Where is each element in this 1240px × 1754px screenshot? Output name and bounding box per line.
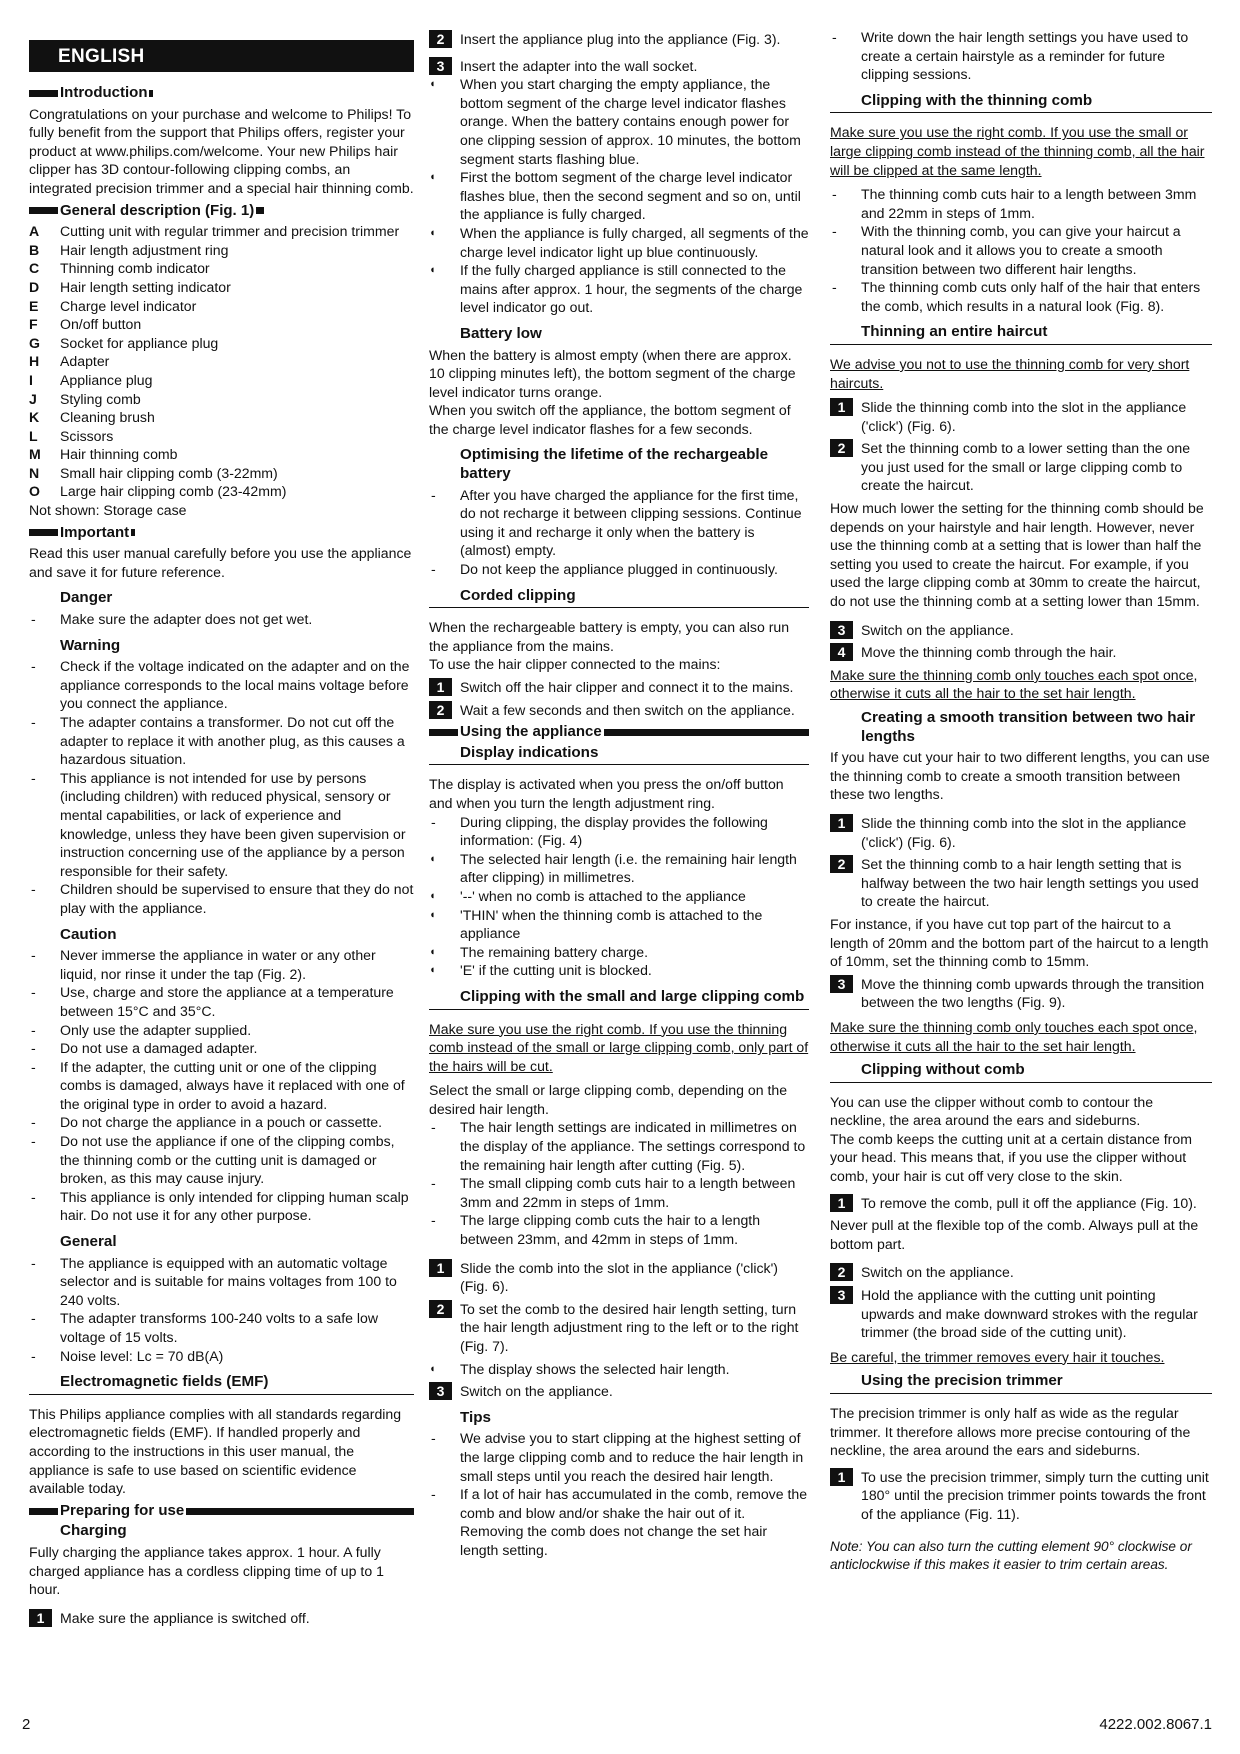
display-bullets: [429, 850, 809, 980]
step-text: Switch on the appliance.: [861, 621, 1014, 638]
bullet-icon: ◖: [429, 908, 436, 921]
parts-list-item: [29, 297, 414, 316]
parts-list-item: [29, 352, 414, 371]
charging-bullets: [429, 75, 809, 317]
danger-heading: Danger: [60, 589, 113, 607]
bullet-item: ◖ When you start charging the empty appliance, the bottom segment of the charge level indicator flashes orange. When the battery contains enough power for one clipping session of approx. 10 minutes, the bottom segment starts flashing blue.: [429, 76, 801, 167]
part-name: Small hair clipping comb (3-22mm): [60, 464, 278, 481]
part-letter: G: [29, 334, 40, 351]
thinning-entire-steps-b: [830, 621, 1212, 662]
without-comb-steps: [830, 1263, 1212, 1341]
step-number: 1: [429, 678, 452, 696]
corded-steps: [429, 678, 809, 719]
heading-rule-left: [29, 207, 58, 214]
bullet-icon: ◖: [429, 964, 436, 977]
section-introduction: [29, 84, 414, 103]
step-number: 2: [429, 1300, 452, 1318]
part-name: Cleaning brush: [60, 409, 155, 426]
part-name: Cutting unit with regular trimmer and precision trimmer: [60, 223, 400, 240]
part-name: On/off button: [60, 316, 142, 333]
general-heading: General: [60, 1233, 117, 1251]
step-item: [429, 701, 809, 720]
step-item: [830, 643, 1212, 662]
column-2: [429, 28, 809, 1560]
part-name: Thinning comb indicator: [60, 260, 210, 277]
parts-list-item: [29, 371, 414, 390]
small-large-warning: Make sure you use the right comb. If you use the thinning comb instead of the small or large clipping comb, only part of the hairs will be cut.: [429, 1020, 809, 1074]
bullet-item: ◖ The remaining battery charge.: [429, 943, 649, 960]
part-name: Appliance plug: [60, 371, 153, 388]
parts-list-item: [29, 482, 414, 501]
dash-item: - With the thinning comb, you can give your haircut a natural look and it allows you to create a smooth transition between two different hair lengths.: [832, 223, 1181, 277]
display-heading: Display indications: [429, 744, 809, 766]
bullet-item: ◖ '--' when no comb is attached to the appliance: [429, 887, 746, 904]
thinning-warning: Make sure you use the right comb. If you use the small or large clipping comb instead of the thinning comb, all the hair will be clipped at the same length.: [830, 124, 1205, 178]
smooth-paragraph: If you have cut your hair to two different lengths, you can use the thinning comb to create a smooth transition between these two lengths.: [830, 749, 1210, 803]
step-item: [429, 1259, 809, 1296]
important-intro: Read this user manual carefully before you use the appliance and save it for future reference.: [29, 545, 412, 580]
charging-step-2: [429, 30, 809, 49]
step-number: 3: [429, 1382, 452, 1400]
tip-3: - Write down the hair length settings you have used to create a certain hairstyle as a reminder for future clipping sessions.: [832, 29, 1189, 83]
bullet-icon: ◖: [429, 945, 436, 958]
charging-step-3: [429, 57, 809, 76]
corded-heading: Corded clipping: [429, 579, 809, 609]
heading-rule-right: [256, 207, 264, 214]
heading-rule-right: [604, 729, 809, 736]
step-item: [830, 439, 1212, 495]
warning-heading: Warning: [60, 636, 121, 654]
section-important: [29, 524, 414, 543]
part-name: Socket for appliance plug: [60, 334, 219, 351]
language-banner: ENGLISH: [29, 40, 414, 72]
thinning-dash: [830, 185, 1212, 315]
corded-paragraph-2: To use the hair clipper connected to the mains:: [429, 656, 721, 673]
dash-item: - This appliance is not intended for use by persons (including children) with reduced physical, sensory or mental capabilities, or lack of experience and knowledge, unless they have been given supervision or instruction concerning use of the appliance by a person responsible for their safety.: [31, 769, 406, 879]
parts-list-item: [29, 259, 414, 278]
step-text: Slide the thinning comb into the slot in the appliance ('click') (Fig. 6).: [861, 399, 1187, 434]
step-item: [429, 1300, 809, 1356]
part-letter: F: [29, 316, 38, 333]
step-text: Make sure the appliance is switched off.: [60, 1609, 310, 1626]
dash-item: - Make sure the adapter does not get wet.: [31, 611, 313, 628]
dash-item: - Noise level: Lc = 70 dB(A): [31, 1347, 224, 1364]
step-number: 3: [429, 57, 452, 75]
parts-list-item: [29, 334, 414, 353]
step-number: 2: [830, 439, 853, 457]
step-item: [830, 1286, 1212, 1342]
parts-list-item: [29, 390, 414, 409]
part-letter: B: [29, 241, 40, 258]
small-large-bullet: ◖ The display shows the selected hair length.: [429, 1360, 730, 1377]
dash-item: - Do not charge the appliance in a pouch or cassette.: [31, 1114, 383, 1131]
parts-list-item: [29, 315, 414, 334]
part-name: Hair length adjustment ring: [60, 241, 229, 258]
step-text: Slide the comb into the slot in the appliance ('click') (Fig. 6).: [460, 1259, 778, 1295]
part-letter: J: [29, 390, 37, 407]
step-number: 4: [830, 643, 853, 661]
thinning-entire-heading: Thinning an entire haircut: [830, 315, 1212, 345]
battery-low-heading: Battery low: [460, 324, 542, 342]
part-letter: O: [29, 483, 40, 500]
part-letter: A: [29, 223, 40, 240]
bullet-item: ◖ First the bottom segment of the charge level indicator flashes blue, then the second segment and so on, until the appliance is fully charged.: [429, 169, 801, 223]
not-shown-note: Not shown: Storage case: [29, 502, 187, 519]
step-text: Slide the thinning comb into the slot in the appliance ('click') (Fig. 6).: [861, 814, 1187, 850]
heading-rule-left: [429, 729, 458, 736]
dash-item: - The appliance is equipped with an automatic voltage selector and is suitable for mains voltages from 100 to 240 volts.: [31, 1254, 397, 1308]
step-number: 3: [830, 621, 853, 639]
bullet-item: ◖ When the appliance is fully charged, all segments of the charge level indicator light up blue continuously.: [429, 224, 809, 260]
general-list: [29, 1254, 414, 1366]
step-number: 2: [429, 701, 452, 719]
bullet-icon: ◖: [429, 226, 436, 239]
bullet-item: ◖ If the fully charged appliance is still connected to the mains after approx. 1 hour, the segments of the charge level indicator go out.: [429, 262, 803, 316]
tip-1: - We advise you to start clipping at the highest setting of the large clipping comb and to reduce the hair length in small steps until you reach the desired hair length.: [431, 1430, 804, 1484]
charging-paragraph: Fully charging the appliance takes approx. 1 hour. A fully charged appliance has a cordless clipping time of up to 1 hour.: [29, 1543, 384, 1598]
document-code: 4222.002.8067.1: [1099, 1716, 1212, 1733]
step-text: Switch on the appliance.: [460, 1383, 613, 1400]
step-text: To set the comb to the desired hair length setting, turn the hair length adjustment ring to the left or to the right (Fig. 7).: [460, 1300, 799, 1354]
step-number: 2: [429, 30, 452, 48]
dash-item: - Only use the adapter supplied.: [31, 1021, 252, 1038]
heading-rule-left: [29, 90, 58, 97]
thinning-entire-paragraph: How much lower the setting for the thinning comb should be depends on your hairstyle and hair length. However, never use the thinning comb at a setting that is lower than half the setting you used to create the haircut. For example, if you used the large clipping comb at 30mm to create the haircut, do not use the thinning comb at a setting lower than 15mm.: [830, 500, 1204, 610]
without-comb-paragraph-2: The comb keeps the cutting unit at a certain distance from your head. This means that, if you use the clipper without comb, your hair is cut off very close to the skin.: [830, 1130, 1192, 1185]
intro-paragraph: Congratulations on your purchase and welcome to Philips! To fully benefit from the support that Philips offers, register your product at www.philips.com/welcome. Your new Philips hair clipper has 3D contour-following clipping combs, an integrated precision trimmer and a special hair thinning comb.: [29, 105, 414, 196]
precision-heading: Using the precision trimmer: [830, 1372, 1212, 1394]
thinning-heading: Clipping with the thinning comb: [830, 84, 1212, 114]
danger-list: [29, 610, 414, 629]
step-number: 2: [830, 1263, 853, 1281]
parts-list-item: [29, 445, 414, 464]
step-number: 1: [830, 1468, 853, 1486]
section-heading: Using the appliance: [460, 723, 602, 741]
smooth-steps-a: [830, 814, 1212, 911]
step-text: Move the thinning comb upwards through the transition between the two lengths (Fig. 9).: [861, 975, 1205, 1011]
dash-item: - Use, charge and store the appliance at a temperature between 15°C and 35°C.: [31, 984, 394, 1019]
part-name: Large hair clipping comb (23-42mm): [60, 483, 287, 500]
parts-list-item: [29, 464, 414, 483]
charging-step-1: [29, 1609, 414, 1628]
bullet-icon: ◖: [429, 78, 436, 91]
dash-item: - The adapter transforms 100-240 volts to a safe low voltage of 15 volts.: [31, 1310, 379, 1345]
heading-rule-right: [131, 529, 135, 536]
part-letter: H: [29, 353, 40, 370]
precision-paragraph: The precision trimmer is only half as wide as the regular trimmer. It therefore allows more precise contouring of the neckline, the area around the ears and sideburns.: [830, 1405, 1191, 1459]
step-number: 1: [830, 814, 853, 832]
without-comb-warning: Be careful, the trimmer removes every hair it touches.: [830, 1348, 1165, 1365]
heading-rule-right: [186, 1508, 414, 1515]
caution-list: [29, 946, 414, 1225]
parts-list-item: [29, 427, 414, 446]
step-number: 1: [830, 398, 853, 416]
welcome-url[interactable]: www.philips.com/welcome: [95, 142, 260, 159]
tips-heading: Tips: [460, 1408, 491, 1426]
dash-item: - After you have charged the appliance for the first time, do not recharge it between clipping sessions. Continue using it and recharge it only when the battery is (almost) empty.: [431, 486, 802, 559]
dash-item: - The large clipping comb cuts the hair to a length between 23mm, and 42mm in steps of 1mm.: [431, 1212, 761, 1248]
step-number: 1: [29, 1609, 52, 1627]
step-text: To remove the comb, pull it off the appliance (Fig. 10).: [861, 1194, 1197, 1211]
thinning-entire-steps-a: [830, 398, 1212, 495]
bullet-icon: ◖: [429, 171, 436, 184]
heading-rule-left: [29, 1508, 58, 1515]
step-text: Set the thinning comb to a lower setting than the one you just used for the small or large clipping comb to create the haircut.: [861, 440, 1191, 494]
without-comb-step-1: [830, 1194, 1212, 1213]
part-letter: E: [29, 297, 39, 314]
step-item: [830, 814, 1212, 851]
section-using: [429, 723, 809, 742]
small-large-step-3: [429, 1382, 809, 1401]
thinning-entire-warning: We advise you not to use the thinning comb for very short haircuts.: [830, 355, 1190, 391]
parts-list-item: [29, 241, 414, 260]
step-item: [429, 678, 809, 697]
parts-list: [29, 222, 414, 501]
lifetime-list: [429, 486, 809, 579]
display-dash: - During clipping, the display provides the following information: (Fig. 4): [431, 813, 768, 849]
heading-rule-right: [149, 90, 153, 97]
step-number: 1: [830, 1194, 853, 1212]
charging-heading: Charging: [60, 1522, 127, 1540]
without-comb-heading: Clipping without comb: [830, 1061, 1212, 1083]
bullet-item: ◖ 'E' if the cutting unit is blocked.: [429, 962, 652, 979]
bullet-item: ◖ The selected hair length (i.e. the remaining hair length after clipping) in millimetres.: [429, 850, 797, 886]
step-item: [830, 855, 1212, 911]
dash-item: - Children should be supervised to ensure that they do not play with the appliance.: [31, 881, 414, 916]
smooth-heading: Creating a smooth transition between two hair lengths: [861, 709, 1196, 745]
tip-2: - If a lot of hair has accumulated in the comb, remove the comb and blow and/or shake the hair out of it. Removing the comb does not change the set hair length setting.: [431, 1486, 808, 1558]
thinning-entire-warning-2: Make sure the thinning comb only touches each spot once, otherwise it cuts all the hair to the set hair length.: [830, 666, 1198, 702]
parts-list-item: [29, 222, 414, 241]
caution-heading: Caution: [60, 925, 117, 943]
part-name: Hair thinning comb: [60, 446, 178, 463]
bullet-icon: ◖: [429, 852, 436, 865]
dash-item: - Do not keep the appliance plugged in continuously.: [431, 561, 778, 578]
dash-item: - This appliance is only intended for clipping human scalp hair. Do not use it for any other purpose.: [31, 1188, 409, 1224]
section-preparing: [29, 1502, 414, 1521]
step-number: 1: [429, 1259, 452, 1277]
dash-item: - The hair length settings are indicated in millimetres on the display of the appliance. The settings correspond to the remaining hair length after cutting (Fig. 5).: [431, 1119, 806, 1173]
step-text: Set the thinning comb to a hair length setting that is halfway between the two hair length settings you used to create the haircut.: [861, 856, 1199, 910]
lifetime-heading: Optimising the lifetime of the rechargeable battery: [460, 446, 769, 483]
step-number: 2: [830, 855, 853, 873]
dash-item: - The small clipping comb cuts hair to a length between 3mm and 22mm in steps of 1mm.: [431, 1175, 796, 1210]
dash-item: - The adapter contains a transformer. Do not cut off the adapter to replace it with another plug, as this causes a hazardous situation.: [31, 714, 405, 768]
smooth-paragraph-2: For instance, if you have cut top part of the haircut to a length of 20mm and the bottom part of the haircut to a length of 10mm, set the thinning comb to 15mm.: [830, 915, 1209, 970]
dash-item: - Never immerse the appliance in water or any other liquid, nor rinse it under the tap (Fig. 2).: [31, 947, 376, 982]
emf-paragraph: This Philips appliance complies with all standards regarding electromagnetic fields (EMF). If handled properly and according to the instructions in this user manual, the appliance is safe to use based on scientific evidence available today.: [29, 1405, 402, 1497]
column-3: [830, 28, 1212, 1575]
precision-note: Note: You can also turn the cutting element 90° clockwise or anticlockwise if this makes it easier to trim certain areas.: [830, 1538, 1192, 1573]
step-text: Switch off the hair clipper and connect it to the mains.: [460, 679, 794, 695]
step-text: Hold the appliance with the cutting unit pointing upwards and make downward strokes with the regular trimmer (the broad side of the cutting unit).: [861, 1287, 1198, 1341]
part-name: Hair length setting indicator: [60, 278, 231, 295]
without-comb-paragraph-1: You can use the clipper without comb to contour the neckline, the area around the ears and sideburns.: [830, 1093, 1154, 1129]
small-large-heading: Clipping with the small and large clipping comb: [429, 980, 809, 1010]
step-item: [830, 621, 1212, 640]
warning-list: [29, 657, 414, 917]
step-text: Wait a few seconds and then switch on the appliance.: [460, 701, 795, 718]
part-name: Scissors: [60, 427, 114, 444]
part-letter: I: [29, 371, 33, 388]
step-number: 3: [830, 975, 853, 993]
part-letter: N: [29, 464, 40, 481]
parts-list-item: [29, 408, 414, 427]
dash-item: - The thinning comb cuts only half of the hair that enters the comb, which results in a natural look (Fig. 8).: [832, 279, 1201, 314]
display-paragraph: The display is activated when you press the on/off button and when you turn the length adjustment ring.: [429, 776, 784, 811]
step-text: Switch on the appliance.: [861, 1264, 1014, 1281]
emf-heading: Electromagnetic fields (EMF): [29, 1365, 414, 1395]
parts-list-item: [29, 278, 414, 297]
smooth-warning: Make sure the thinning comb only touches each spot once, otherwise it cuts all the hair to the set hair length.: [830, 1018, 1198, 1054]
part-name: Adapter: [60, 353, 110, 370]
small-large-paragraph: Select the small or large clipping comb, depending on the desired hair length.: [429, 1082, 788, 1117]
step-text: Insert the adapter into the wall socket.: [460, 57, 698, 74]
bullet-icon: ◖: [429, 889, 436, 902]
column-1: [29, 28, 414, 1631]
bullet-item: ◖ 'THIN' when the thinning comb is attached to the appliance: [429, 906, 763, 942]
step-item: [830, 1263, 1212, 1282]
small-large-steps: [429, 1259, 809, 1356]
bullet-icon: ◖: [429, 264, 436, 277]
part-name: Charge level indicator: [60, 297, 197, 314]
smooth-step-3: [830, 975, 1212, 1012]
battery-low-paragraph-2: When you switch off the appliance, the bottom segment of the charge level indicator flashes for a few seconds.: [429, 402, 791, 437]
dash-item: - Do not use the appliance if one of the clipping combs, the thinning comb or the cutting unit is damaged or broken, as this may cause injury.: [31, 1133, 395, 1187]
dash-item: - The thinning comb cuts hair to a length between 3mm and 22mm in steps of 1mm.: [832, 186, 1197, 221]
step-text: To use the precision trimmer, simply turn the cutting unit 180° until the precision trimmer points towards the front of the appliance (Fig. 11).: [861, 1468, 1209, 1522]
step-text: Insert the appliance plug into the appliance (Fig. 3).: [460, 31, 781, 47]
dash-item: - Do not use a damaged adapter.: [31, 1040, 258, 1057]
part-letter: M: [29, 446, 41, 463]
precision-step-1: [830, 1468, 1212, 1524]
section-general-description: [29, 202, 414, 221]
part-letter: K: [29, 409, 40, 426]
heading-rule-left: [29, 529, 58, 536]
section-heading: Introduction: [60, 84, 148, 101]
without-comb-paragraph-3: Never pull at the flexible top of the comb. Always pull at the bottom part.: [830, 1217, 1199, 1252]
part-name: Styling comb: [60, 390, 141, 407]
corded-paragraph-1: When the rechargeable battery is empty, you can also run the appliance from the mains.: [429, 619, 790, 654]
step-item: [830, 398, 1212, 435]
section-heading: Preparing for use: [60, 1501, 185, 1519]
page-number: 2: [22, 1716, 31, 1733]
step-text: Move the thinning comb through the hair.: [861, 644, 1117, 661]
part-letter: L: [29, 427, 38, 444]
dash-item: - Check if the voltage indicated on the adapter and on the appliance corresponds to the local mains voltage before you connect the appliance.: [31, 658, 410, 712]
small-large-dash: [429, 1118, 809, 1248]
section-heading: Important: [60, 523, 130, 541]
section-heading: General description (Fig. 1): [60, 201, 255, 219]
step-number: 3: [830, 1286, 853, 1304]
part-letter: D: [29, 278, 40, 295]
dash-item: - If the adapter, the cutting unit or one of the clipping combs is damaged, always have it replaced with one of the original type in order to avoid a hazard.: [31, 1058, 405, 1112]
part-letter: C: [29, 260, 40, 277]
battery-low-paragraph-1: When the battery is almost empty (when there are approx. 10 clipping minutes left), the bottom segment of the charge level indicator turns orange.: [429, 346, 796, 400]
